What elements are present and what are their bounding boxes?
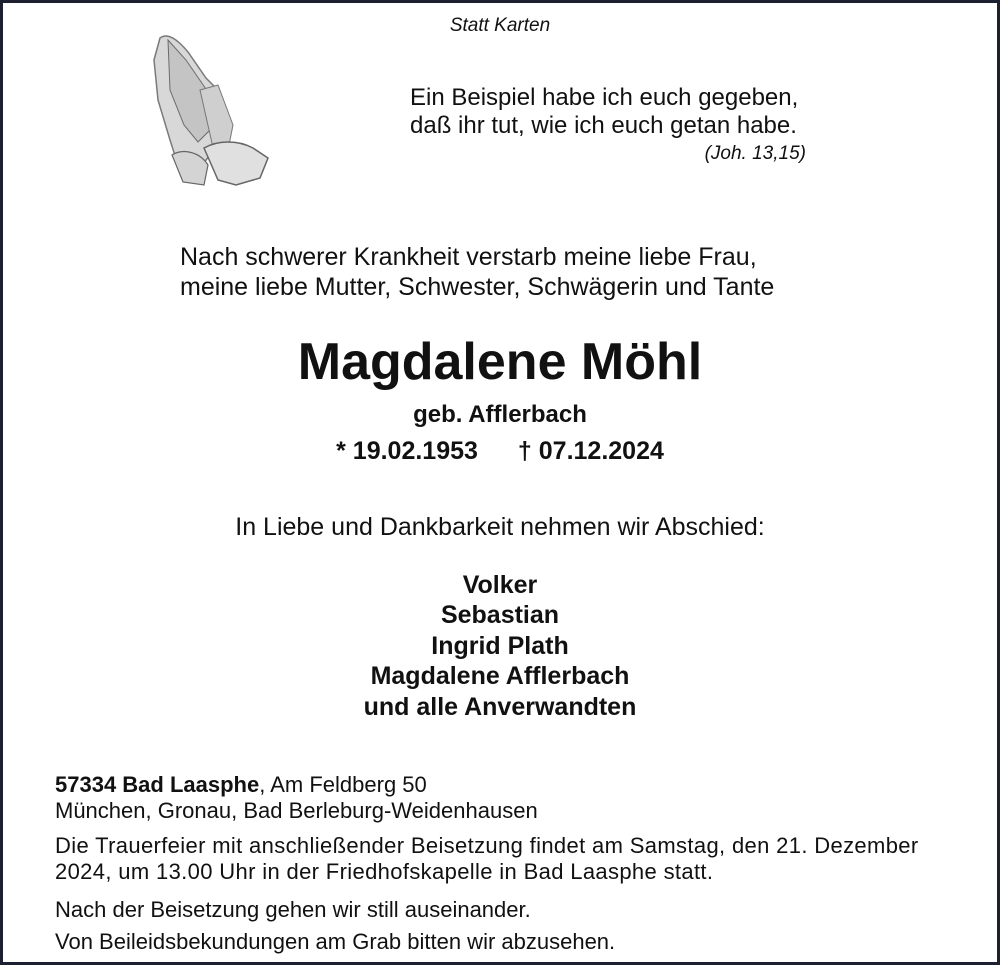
ceremony-line-2: 2024, um 13.00 Uhr in der Friedhofskapelle in Bad Laasphe statt. (55, 859, 714, 884)
condolences-note: Von Beileidsbekundungen am Grab bitten wir abzusehen. (55, 929, 616, 954)
intro-line-1: Nach schwerer Krankheit verstarb meine liebe Frau, (180, 243, 757, 271)
mourner: Magdalene Afflerbach (370, 662, 630, 690)
quote-line-1: Ein Beispiel habe ich euch gegeben, (410, 84, 799, 111)
quote-line-2: daß ihr tut, wie ich euch getan habe. (410, 112, 797, 139)
address-places: München, Gronau, Bad Berleburg-Weidenhausen (55, 798, 538, 823)
deceased-name: Magdalene Möhl (297, 333, 703, 391)
quote-source: (Joh. 13,15) (704, 143, 806, 164)
life-dates (0, 439, 1000, 464)
birth-date: * 19.02.1953 (336, 437, 478, 465)
maiden-name: geb. Afflerbach (413, 401, 587, 428)
farewell-text: In Liebe und Dankbarkeit nehmen wir Abschied: (235, 513, 765, 541)
address-street: , Am Feldberg 50 (259, 772, 427, 797)
mourner: Ingrid Plath (431, 632, 569, 660)
mourner: Sebastian (440, 601, 560, 629)
address-city: 57334 Bad Laasphe (55, 772, 260, 797)
ceremony-line-1: Die Trauerfeier mit anschließender Beisetzung findet am Samstag, den 21. Dezember (55, 833, 919, 858)
mourner: Volker (462, 571, 538, 599)
intro-line-2: meine liebe Mutter, Schwester, Schwägerin und Tante (180, 273, 775, 301)
statt-karten: Statt Karten (449, 15, 551, 36)
death-date: † 07.12.2024 (517, 437, 664, 465)
address-line (55, 774, 427, 796)
praying-hands-icon (148, 30, 288, 190)
mourner: und alle Anverwandten (363, 693, 637, 721)
after-burial-note: Nach der Beisetzung gehen wir still auseinander. (55, 897, 531, 922)
